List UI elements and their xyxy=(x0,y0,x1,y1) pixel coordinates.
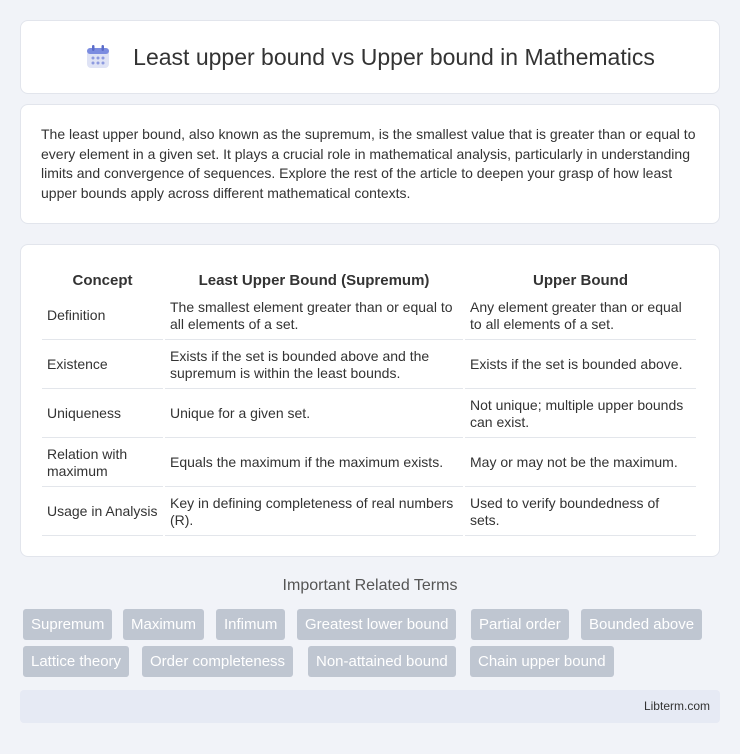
row-concept: Usage in Analysis xyxy=(42,489,163,536)
row-concept: Existence xyxy=(42,342,163,389)
row-lub: The smallest element greater than or equal to all elements of a set. xyxy=(165,293,463,340)
tag-lattice-theory[interactable]: Lattice theory xyxy=(23,646,129,677)
page-title: Least upper bound vs Upper bound in Mathematics xyxy=(133,43,655,70)
related-terms-title: Important Related Terms xyxy=(282,577,458,594)
table-row xyxy=(42,342,696,389)
intro-card xyxy=(20,104,720,224)
comparison-card xyxy=(20,244,720,557)
header-concept: Concept xyxy=(72,272,133,289)
table-row xyxy=(42,293,696,340)
row-lub: Unique for a given set. xyxy=(165,391,463,438)
row-ub: Used to verify boundedness of sets. xyxy=(465,489,696,536)
tag-greatest-lower-bound[interactable]: Greatest lower bound xyxy=(297,609,456,640)
tag-supremum[interactable]: Supremum xyxy=(23,609,112,640)
title-wrap xyxy=(85,44,655,71)
header-least-upper-bound: Least Upper Bound (Supremum) xyxy=(198,272,430,289)
calendar-icon xyxy=(85,44,111,70)
tag-order-completeness[interactable]: Order completeness xyxy=(142,646,293,677)
row-lub: Exists if the set is bounded above and the supremum is within the least bounds. xyxy=(165,342,463,389)
table-row xyxy=(42,440,696,487)
footer xyxy=(20,690,720,723)
row-ub: Exists if the set is bounded above. xyxy=(465,342,696,389)
row-ub: Any element greater than or equal to all elements of a set. xyxy=(465,293,696,340)
tag-non-attained-bound[interactable]: Non-attained bound xyxy=(308,646,456,677)
row-lub: Equals the maximum if the maximum exists. xyxy=(165,440,463,487)
row-ub: May or may not be the maximum. xyxy=(465,440,696,487)
row-concept: Uniqueness xyxy=(42,391,163,438)
table-row xyxy=(42,391,696,438)
row-concept: Relation with maximum xyxy=(42,440,163,487)
table-header-row xyxy=(42,267,696,291)
tag-chain-upper-bound[interactable]: Chain upper bound xyxy=(470,646,614,677)
intro-text: The least upper bound, also known as the supremum, is the smallest value that is greater than or equal to every element in a given set. It plays a crucial role in mathematical analysis, particularly in understanding limits and convergence of sequences. Explore the rest of the article to deepen your grasp of how least upper bounds apply across different mathematical contexts. xyxy=(41,126,696,201)
footer-link[interactable]: Libterm.com xyxy=(643,699,710,713)
header-card xyxy=(20,20,720,94)
header-upper-bound: Upper Bound xyxy=(533,272,628,289)
tag-infimum[interactable]: Infimum xyxy=(216,609,285,640)
tag-partial-order[interactable]: Partial order xyxy=(471,609,569,640)
tag-bounded-above[interactable]: Bounded above xyxy=(581,609,702,640)
row-lub: Key in defining completeness of real numbers (R). xyxy=(165,489,463,536)
row-concept: Definition xyxy=(42,293,163,340)
tag-maximum[interactable]: Maximum xyxy=(123,609,204,640)
comparison-table xyxy=(40,265,698,538)
table-row xyxy=(42,489,696,536)
row-ub: Not unique; multiple upper bounds can exist. xyxy=(465,391,696,438)
